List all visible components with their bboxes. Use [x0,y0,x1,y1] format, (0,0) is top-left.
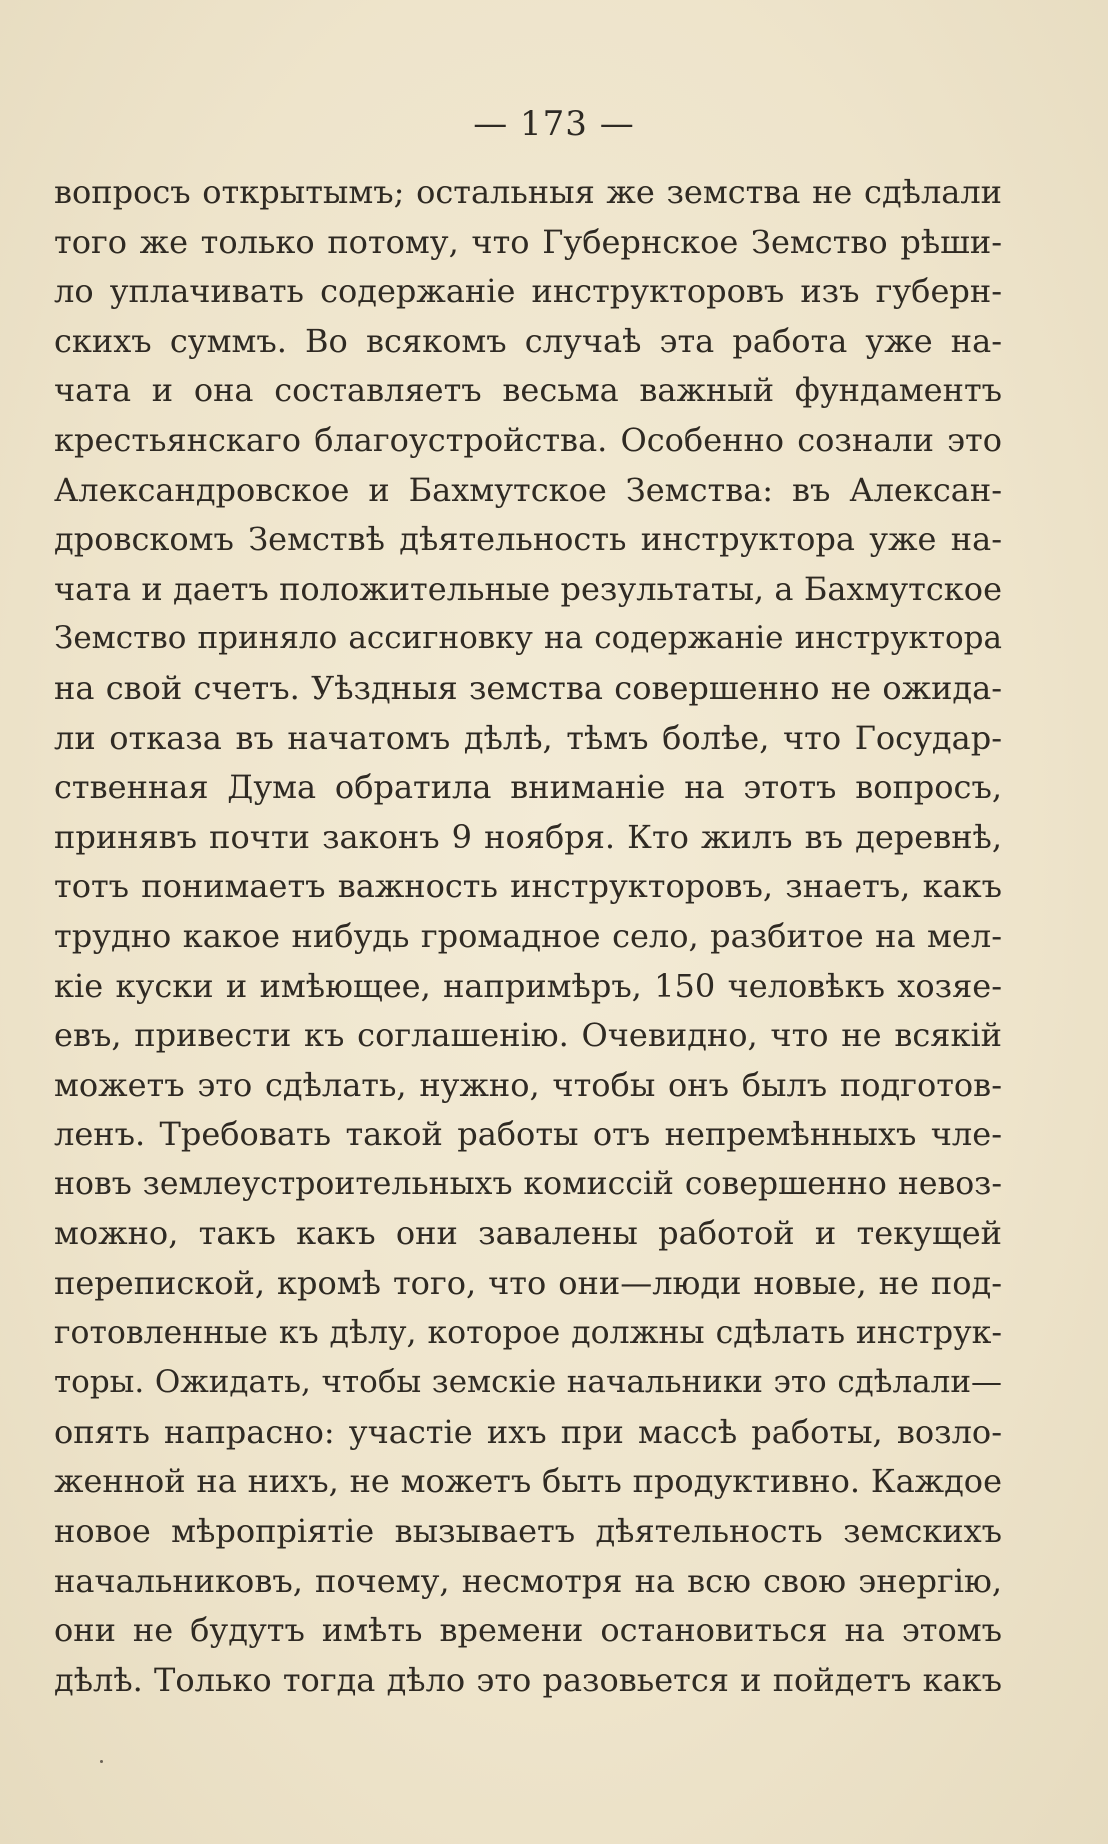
body-text [54,168,1002,1705]
text-line: готовленные къ дѣлу, которое должны сдѣлать инструк- [54,1314,1002,1351]
page-number: — 173 — [473,104,635,144]
text-line: ственная Дума обратила вниманіе на этотъ вопросъ, [54,768,1002,807]
text-line: Александровское и Бахмутское Земства: въ Алексан- [54,470,1002,509]
text-line: перепиской, кромѣ того, что они—люди новые, не под- [54,1264,1002,1303]
text-line: чата и даетъ положительные результаты, а Бахмутское [54,569,1002,608]
text-line: ло уплачивать содержаніе инструкторовъ изъ губерн- [54,272,1002,311]
text-line: чата и она составляетъ весьма важный фундаментъ [54,371,1002,410]
text-line: торы. Ожидать, чтобы земскіе начальники это сдѣлали— [54,1364,1002,1401]
text-line: трудно какое нибудь громадное село, разбитое на мел- [54,916,1002,955]
text-line: скихъ суммъ. Во всякомъ случаѣ эта работа уже на- [54,321,1002,360]
text-line: женной на нихъ, не можетъ быть продуктивно. Каждое [54,1462,1002,1501]
text-line: новое мѣропріятіе вызываетъ дѣятельность земскихъ [54,1512,1002,1551]
text-line: они не будутъ имѣть времени остановиться на этомъ [54,1611,1002,1650]
text-line: Земство приняло ассигновку на содержаніе инструктора [54,620,1002,657]
text-line: можно, такъ какъ они завалены работой и текущей [54,1214,1002,1253]
text-line: дѣлѣ. Только тогда дѣло это разовьется и пойдетъ какъ [54,1660,1002,1699]
text-line: начальниковъ, почему, несмотря на всю свою энергію, [54,1561,1002,1600]
text-line: того же только потому, что Губернское Земство рѣши- [54,222,1002,261]
text-line: опять напрасно: участіе ихъ при массѣ работы, возло- [54,1412,1002,1451]
text-line: дровскомъ Земствѣ дѣятельность инструктора уже на- [54,520,1002,559]
text-line: кіе куски и имѣющее, напримѣръ, 150 человѣкъ хозяе- [54,966,1002,1005]
text-line: евъ, привести къ соглашенію. Очевидно, что не всякій [54,1016,1002,1055]
text-line: новъ землеустроительныхъ комиссій совершенно невоз- [54,1165,1002,1202]
text-line: ли отказа въ начатомъ дѣлѣ, тѣмъ болѣе, что Государ- [54,718,1002,757]
text-line: крестьянскаго благоустройства. Особенно сознали это [54,420,1002,459]
text-line: тотъ понимаетъ важность инструкторовъ, знаетъ, какъ [54,867,1002,906]
paper-speck [100,1760,103,1763]
text-line: принявъ почти законъ 9 ноября. Кто жилъ въ деревнѣ, [54,817,1002,856]
text-line: можетъ это сдѣлать, нужно, чтобы онъ былъ подготов- [54,1065,1002,1104]
text-line: ленъ. Требовать такой работы отъ непремѣнныхъ чле- [54,1115,1002,1154]
text-line: на свой счетъ. Уѣздныя земства совершенно не ожида- [54,668,1002,707]
text-line: вопросъ открытымъ; остальныя же земства не сдѣлали [54,173,1002,211]
